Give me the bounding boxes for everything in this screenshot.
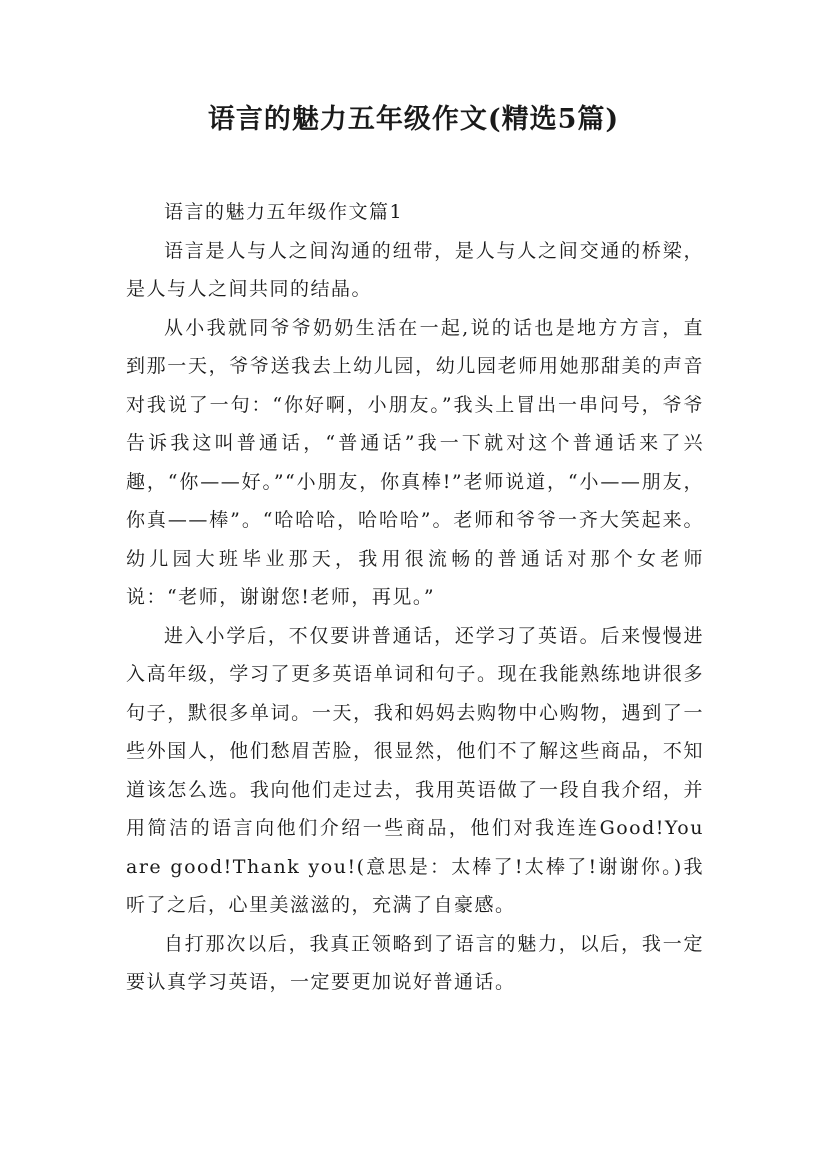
paragraph: 自打那次以后，我真正领略到了语言的魅力，以后，我一定要认真学习英语，一定要更加说好普通话。: [126, 932, 704, 993]
document-title: 语言的魅力五年级作文(精选5篇): [207, 104, 620, 135]
paragraph: 语言是人与人之间沟通的纽带，是人与人之间交通的桥梁，是人与人之间共同的结晶。: [126, 239, 704, 300]
section-heading: 语言的魅力五年级作文篇1: [164, 201, 404, 223]
paragraph: 从小我就同爷爷奶奶生活在一起,说的话也是地方方言，直到那一天，爷爷送我去上幼儿园，幼儿园老师用她那甜美的声音对我说了一句：“你好啊，小朋友。”我头上冒出一串问号，爷爷告诉我这叫普通话，“普通话”我一下就对这个普通话来了兴趣，“你——好。”“小朋友，你真棒!”老师说道，“小——朋友，你真——棒”。“哈哈哈，哈哈哈”。老师和爷爷一齐大笑起来。幼儿园大班毕业那天，我用很流畅的普通话对那个女老师说：“老师，谢谢您!老师，再见。”: [126, 316, 704, 608]
paragraph: 进入小学后，不仅要讲普通话，还学习了英语。后来慢慢进入高年级，学习了更多英语单词和句子。现在我能熟练地讲很多句子，默很多单词。一天，我和妈妈去购物中心购物，遇到了一些外国人，他们愁眉苦脸，很显然，他们不了解这些商品，不知道该怎么选。我向他们走过去，我用英语做了一段自我介绍，并用简洁的语言向他们介绍一些商品，他们对我连连Good!You are good!Thank you!(意思是：太棒了!太棒了!谢谢你。)我听了之后，心里美滋滋的，充满了自豪感。: [126, 624, 704, 916]
document-body: [126, 193, 704, 1002]
